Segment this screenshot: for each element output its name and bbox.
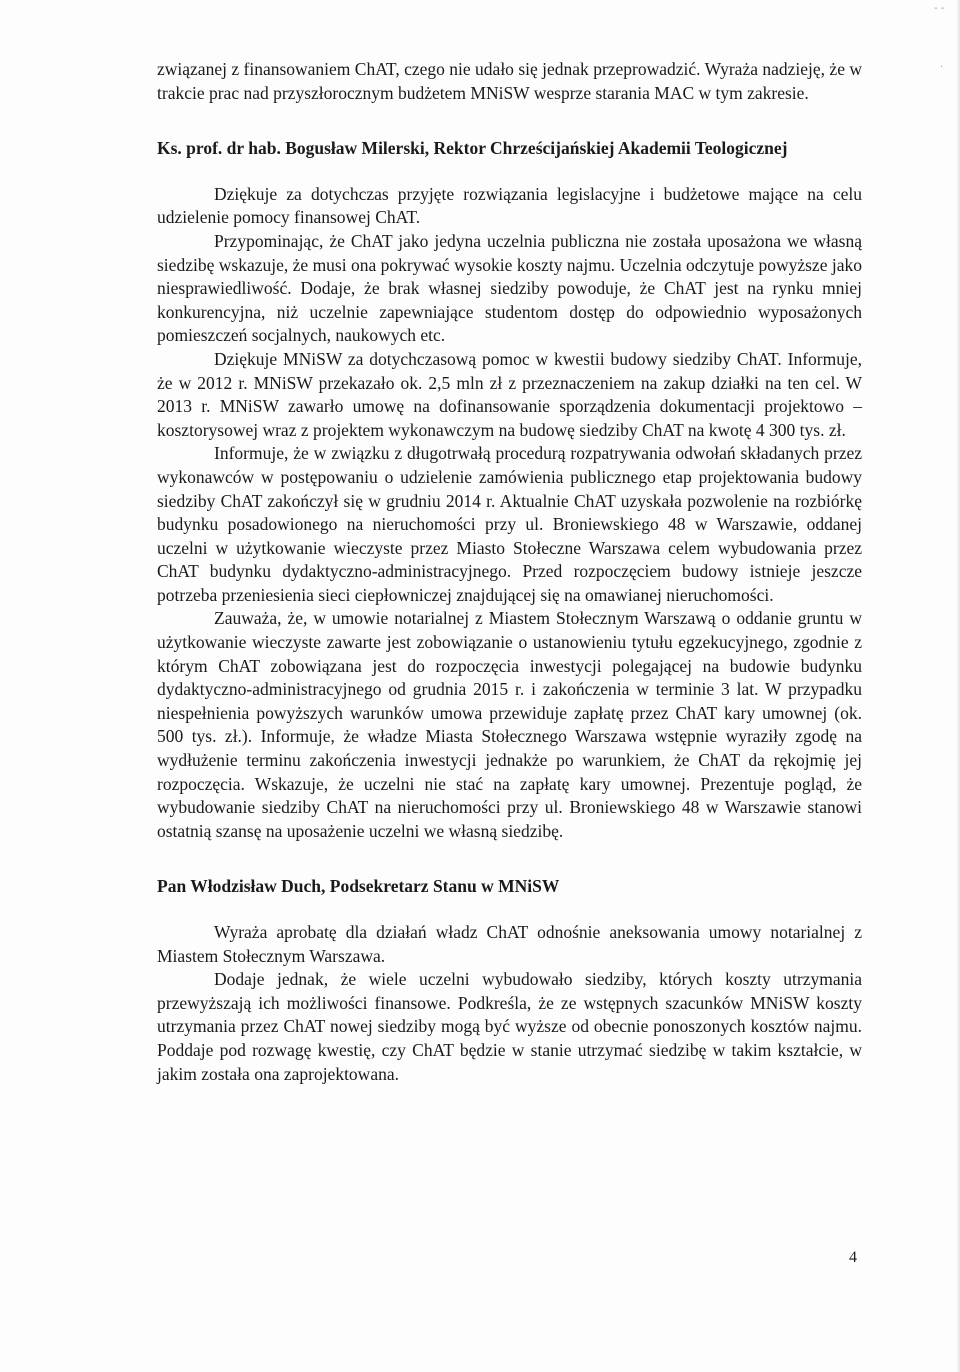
scan-artifact-mark: ‐ ‐ [934, 3, 945, 14]
paragraph: Dziękuje za dotychczas przyjęte rozwiązania legislacyjne i budżetowe mające na celu udzielenie pomocy finansowej ChAT. [157, 183, 862, 228]
paragraph: Zauważa, że, w umowie notarialnej z Miastem Stołecznym Warszawą o oddanie gruntu w użytkowanie wieczyste zawarte jest zobowiązanie o ustanowieniu tytułu egzekucyjnego, zgodnie z którym ChAT zobowiązana jest do rozpoczęcia inwestycji polegającej na budowie budynku dydaktyczno-administracyjnego od grudnia 2015 r. i zakończenia w terminie 3 lat. W przypadku niespełnienia powyższych warunków umowa przewiduje zapłatę przez ChAT kary umownej (ok. 500 tys. zł.). Informuje, że władze Miasta Stołecznego Warszawa wstępnie wyraziły zgodę na wydłużenie terminu zakończenia inwestycji jednakże po warunkiem, że ChAT da rękojmię jej rozpoczęcia. Wskazuje, że uczelni nie stać na zapłatę kary umownej. Prezentuje pogląd, że wybudowanie siedziby ChAT na nieruchomości przy ul. Broniewskiego 48 w Warszawie stanowi ostatnią szansę na uposażenie uczelni we własną siedzibę. [157, 608, 862, 841]
page-number: 4 [849, 1249, 857, 1266]
paragraph: Informuje, że w związku z długotrwałą procedurą rozpatrywania odwołań składanych przez wykonawców w postępowaniu o udzielenie zamówienia publicznego etap projektowania budowy siedziby ChAT zakończył się w grudniu 2014 r. Aktualnie ChAT uzyskała pozwolenie na rozbiórkę budynku posadowionego na nieruchomości przy ul. Broniewskiego 48 w Warszawie, oddanej uczelni w użytkowanie wieczyste przez Miasto Stołeczne Warszawa celem wybudowania przez ChAT budynku dydaktyczno-administracyjnego. Przed rozpoczęciem budowy istnieje jeszcze potrzeba przeniesienia sieci ciepłowniczej znajdującej się na omawianej nieruchomości. [157, 443, 862, 605]
scan-artifact-mark: · [940, 62, 944, 73]
paragraph: Przypominając, że ChAT jako jedyna uczelnia publiczna nie została uposażona we własną siedzibę wskazuje, że musi ona pokrywać wysokie koszty najmu. Uczelnia odczytuje powyższe jako niesprawiedliwość. Dodaje, że brak własnej siedziby powoduje, że ChAT jest na rynku mniej konkurencyjna, niż uczelnie zapewniające studentom dostęp do odpowiednio wyposażonych pomieszczeń socjalnych, naukowych etc. [157, 230, 862, 346]
paragraph: Dziękuje MNiSW za dotychczasową pomoc w kwestii budowy siedziby ChAT. Informuje, że w 2012 r. MNiSW przekazało ok. 2,5 mln zł z przeznaczeniem na zakup działki na ten cel. W 2013 r. MNiSW zawarło umowę na dofinansowanie sporządzenia dokumentacji projektowo – kosztorysowej wraz z projektem wykonawczym na budowę siedziby ChAT na kwotę 4 300 tys. zł. [157, 348, 862, 440]
paragraph-continuation: związanej z finansowaniem ChAT, czego nie udało się jednak przeprowadzić. Wyraża nadzieję, że w trakcie prac nad przyszłorocznym budżetem MNiSW wesprze starania MAC w tym zakresie. [157, 59, 862, 103]
paragraph: Wyraża aprobatę dla działań władz ChAT odnośnie aneksowania umowy notarialnej z Miastem Stołecznym Warszawa. [157, 922, 862, 966]
speaker-heading-duch: Pan Włodzisław Duch, Podsekretarz Stanu w MNiSW [157, 876, 560, 897]
paragraph: Dodaje jednak, że wiele uczelni wybudowało siedziby, których koszty utrzymania przewyższają ich możliwości finansowe. Podkreśla, że ze wstępnych szacunków MNiSW koszty utrzymania przez ChAT nowej siedziby mogą być wyższe od obecnie ponoszonych kosztów najmu. Poddaje pod rozwagę kwestię, czy ChAT będzie w stanie utrzymać siedzibę w takim kształcie, w jakim została ona zaprojektowana. [157, 969, 862, 1084]
document-body [157, 58, 862, 1086]
speaker-heading-milerski: Ks. prof. dr hab. Bogusław Milerski, Rektor Chrześcijańskiej Akademii Teologicznej [157, 138, 788, 159]
